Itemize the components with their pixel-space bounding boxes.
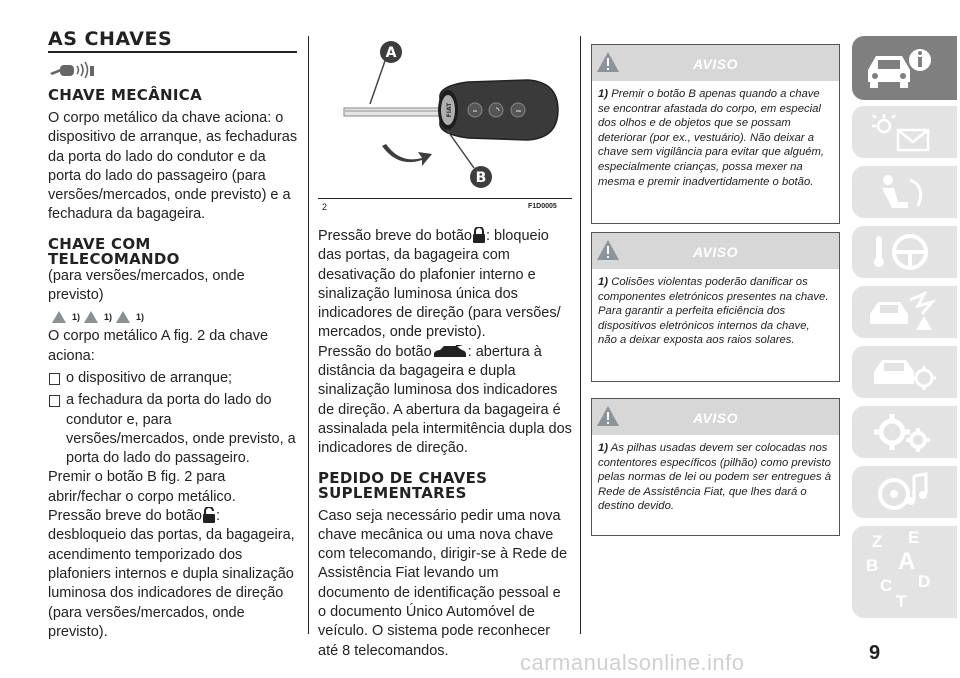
index-letter: A	[898, 548, 916, 575]
list-item-text: o dispositivo de arranque;	[66, 369, 233, 386]
callout-b-label: B	[475, 170, 487, 186]
warning-ref: 1)	[136, 312, 145, 323]
index-letter: Z	[872, 532, 883, 551]
text: :	[215, 508, 220, 525]
paragraph: O corpo metálico da chave aciona: o dispositivo de arranque, as fechaduras da porta do lado do condutor e da porta do lado do passageiro (para versões/mercados, onde previsto) e a fechadura da bagageira.	[48, 110, 298, 223]
steering-wheel-icon	[870, 230, 934, 274]
bullet-box-icon	[49, 395, 60, 407]
key-signal-icon	[48, 60, 96, 80]
chapter-tab-technical-data[interactable]	[852, 406, 957, 458]
figure-rule	[318, 198, 572, 199]
car-service-icon	[870, 350, 936, 394]
index-letter: D	[918, 572, 931, 591]
warning-header	[592, 399, 839, 435]
unlock-icon	[202, 507, 216, 523]
warning-body	[592, 81, 839, 197]
index-letter: E	[908, 528, 920, 547]
lock-icon	[472, 227, 486, 243]
column-divider	[308, 36, 309, 634]
warning-text: As pilhas usadas devem ser colocadas nos contentores específicos (pilhão) como previsto pelas normas de lei ou podem ser entregues à Rede de Assistência Fiat, que lhes dará o destino devido.	[598, 442, 831, 513]
figure-code: F1D0005	[528, 203, 557, 210]
list-item-text: a fechadura da porta do lado do condutor e, para versões/mercados, onde previsto, a porta do lado do passageiro.	[66, 392, 296, 467]
page-number: 9	[869, 642, 881, 664]
car-info-icon	[862, 46, 932, 92]
chapter-tab-knowledge[interactable]	[852, 36, 957, 100]
brand-label: FIAT	[446, 102, 453, 118]
bullet-box-icon	[49, 373, 60, 385]
text: Pressão do botão	[318, 343, 432, 360]
chapter-tab-index[interactable]	[852, 526, 957, 618]
warning-title: AVISO	[692, 244, 739, 260]
car-crash-icon	[866, 290, 938, 334]
chapter-tab-multimedia[interactable]	[852, 466, 957, 518]
warning-box-2	[591, 232, 840, 382]
warning-refs	[52, 311, 298, 323]
warning-header	[592, 45, 839, 81]
list-item	[48, 391, 298, 468]
index-letter: C	[880, 576, 893, 595]
paragraph: O corpo metálico A fig. 2 da chave aciona:	[48, 328, 269, 364]
airbag-seat-icon	[874, 172, 930, 214]
warning-num: 1)	[598, 442, 609, 454]
gears-icon	[870, 410, 936, 454]
paragraph: Premir o botão B fig. 2 para abrir/fechar o corpo metálico.	[48, 469, 236, 505]
chapter-tab-safety[interactable]	[852, 166, 957, 218]
warning-title: AVISO	[692, 410, 739, 426]
warning-body	[592, 435, 839, 522]
paragraph	[318, 227, 572, 343]
index-letter: B	[866, 556, 879, 575]
warning-num: 1)	[598, 276, 609, 288]
section-title-pedido-1: PEDIDO DE CHAVES	[318, 468, 488, 487]
section-title-telecomando-1: CHAVE COM	[48, 234, 151, 253]
watermark: carmanualsonline.info	[520, 650, 745, 675]
callout-a-label: A	[385, 45, 397, 61]
warning-text: Premir o botão B apenas quando a chave se encontrar afastada do corpo, em especial dos olhos e de objetos que se possam deteriorar (por ex., vestuário). Não deixar a chave sem vigilância para evitar que alguém, especialmente crianças, possa mexer na mesma e premir inadvertidamente o botão.	[598, 88, 825, 188]
title-rule	[48, 51, 297, 53]
text: : bloqueio das portas, da bagageira com desativação do plafonier interno e sinalização luminosa única dos indicadores de direção (para versões/ mercados, onde previsto).	[318, 228, 561, 341]
paragraph: desbloqueio das portas, da bagageira, acendimento temporizado dos plafoniers internos e dupla sinalização luminosa dos indicadores de direção (para versões/mercados, onde previsto).	[48, 527, 295, 640]
section-title-telecomando-2: TELECOMANDO	[48, 249, 180, 268]
paragraph: Caso seja necessário pedir uma nova chave mecânica ou uma nova chave com telecomando, dirigir-se à Rede de Assistência Fiat levando um documento de identificação pessoal e o documento Único Automóvel de veículo. O sistema pode reconhecer até 8 telecomandos.	[318, 507, 568, 659]
chapter-tab-dashboard[interactable]	[852, 106, 957, 158]
warning-ref: 1)	[72, 312, 81, 323]
section-title-chave-mecanica: CHAVE MECÂNICA	[48, 86, 202, 104]
text: : abertura à distância da bagageira e dupla sinalização luminosa dos indicadores de direção. A abertura da bagageira é assinalada pela intermitência dupla dos indicadores de direção.	[318, 343, 572, 457]
paragraph	[48, 507, 298, 526]
figure-number: 2	[322, 202, 328, 212]
key-figure	[318, 36, 572, 200]
section-title-pedido-2: SUPLEMENTARES	[318, 483, 467, 502]
warning-box-3	[591, 398, 840, 536]
column-divider	[580, 36, 581, 634]
paragraph	[318, 343, 572, 459]
section-subtitle: (para versões/mercados, onde previsto)	[48, 267, 245, 304]
index-letter: T	[896, 592, 907, 611]
text: Pressão breve do botão	[318, 228, 472, 244]
page-title: AS CHAVES	[48, 28, 173, 50]
warning-title: AVISO	[692, 56, 739, 72]
warning-num: 1)	[598, 88, 609, 100]
alphabet-index-icon	[866, 528, 942, 612]
chapter-tab-emergency[interactable]	[852, 286, 957, 338]
warning-icon	[52, 311, 66, 323]
fiat-logo	[441, 95, 455, 125]
text: Pressão breve do botão	[48, 508, 202, 525]
chapter-tab-starting[interactable]	[852, 226, 957, 278]
list-item	[48, 369, 298, 388]
warning-ref: 1)	[104, 312, 113, 323]
warning-box-1	[591, 44, 840, 224]
warning-lights-icon	[870, 112, 934, 154]
warning-icon	[116, 311, 130, 323]
warning-body	[592, 269, 839, 356]
warning-header	[592, 233, 839, 269]
warning-text: Colisões violentas poderão danificar os componentes eletrónicos presentes na chave. Para garantir a perfeita eficiência dos dispositivos eletrónicos internos da chave, não a deixar exposta aos raios solares.	[598, 276, 829, 347]
chapter-tab-maintenance[interactable]	[852, 346, 957, 398]
warning-icon	[84, 311, 98, 323]
multimedia-icon	[870, 470, 936, 514]
trunk-open-icon	[432, 345, 468, 359]
